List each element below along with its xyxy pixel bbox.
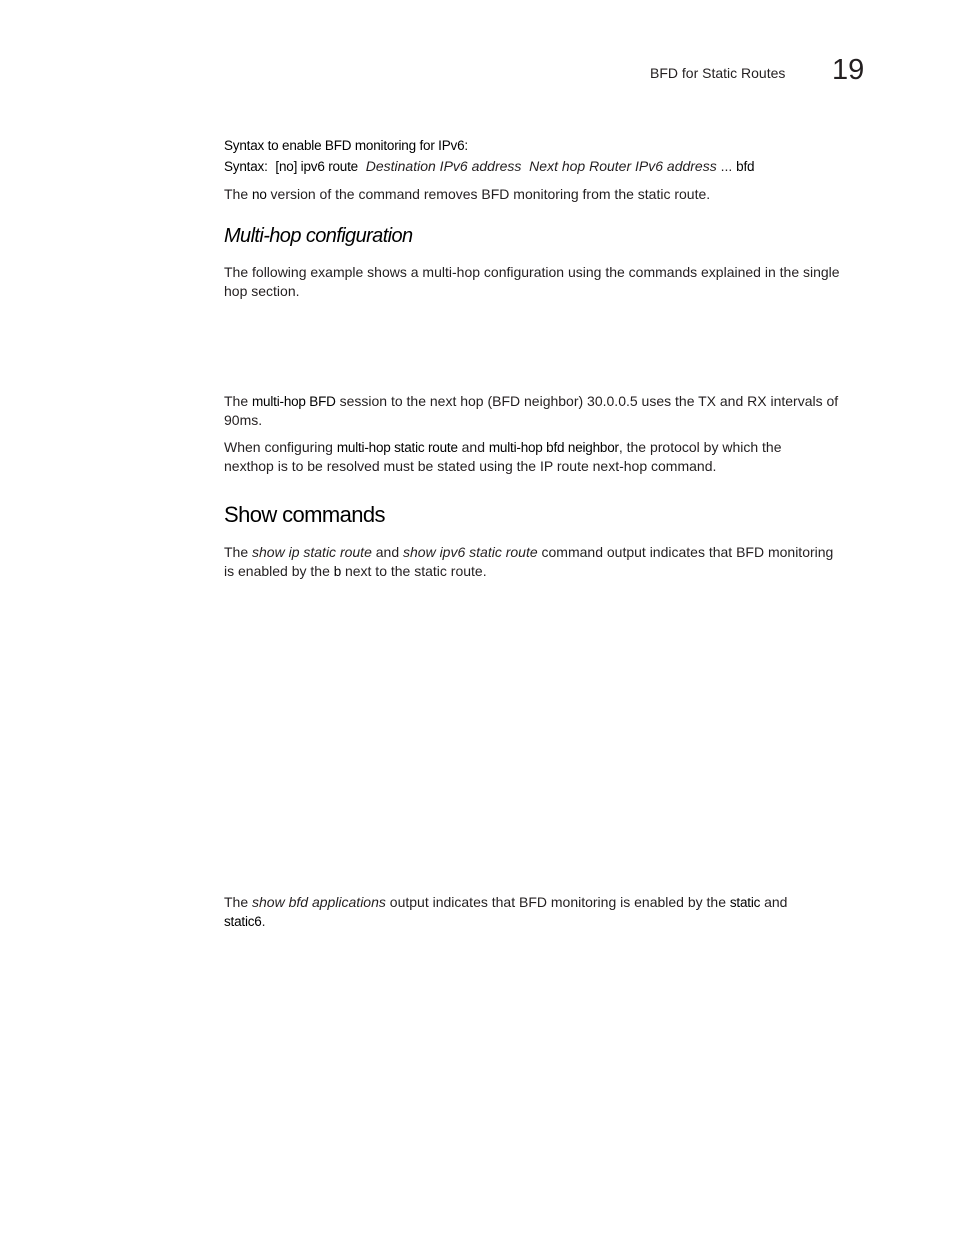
text-span: session to the next hop (BFD neighbor) 30.0.0.5 uses the TX and RX intervals of	[339, 393, 839, 409]
keyword-multihop-bfd: multi-hop BFD	[252, 394, 336, 409]
paragraph-line: The following example shows a multi-hop configuration using the commands explained in the single	[224, 264, 840, 280]
paragraph-line: 90ms.	[224, 412, 263, 428]
text-span: is enabled by the	[224, 563, 330, 579]
section-heading-multihop: Multi-hop configuration	[224, 225, 413, 247]
no-version-paragraph	[224, 185, 872, 204]
paragraph-line: hop section.	[224, 283, 300, 299]
text-span: and	[461, 439, 485, 455]
paragraph-line: nexthop is to be resolved must be stated using the IP route next-hop command.	[224, 458, 717, 474]
show-paragraph	[224, 543, 872, 581]
cmd-show-ipv6-static-route: show ipv6 static route	[403, 544, 538, 560]
section-heading-show-commands: Show commands	[224, 502, 385, 527]
text-span: and	[375, 544, 400, 560]
text-span: The	[224, 544, 249, 560]
syntax-keyword-bfd: bfd	[736, 159, 755, 174]
text-span: output indicates that BFD monitoring is enabled by the	[389, 894, 726, 910]
text-span: The	[224, 894, 249, 910]
keyword-no: no	[252, 187, 267, 202]
bfd-applications-paragraph	[224, 893, 872, 931]
syntax-label: Syntax:	[224, 159, 268, 174]
configuring-paragraph	[224, 438, 872, 476]
chapter-number: 19	[832, 54, 865, 86]
paragraph-line	[224, 438, 872, 457]
running-header-title: BFD for Static Routes	[650, 65, 786, 81]
keyword-static6: static6	[224, 914, 262, 929]
multihop-bfd-paragraph	[224, 392, 872, 430]
syntax-heading: Syntax to enable BFD monitoring for IPv6:	[224, 138, 468, 153]
text-span: , the protocol by which the	[618, 439, 782, 455]
keyword-b: b	[333, 564, 342, 579]
syntax-arg-nexthop: Next hop Router IPv6 address	[529, 158, 717, 174]
text-span: version of the command removes BFD monitoring from the static route.	[270, 186, 711, 202]
paragraph-line	[224, 392, 872, 411]
syntax-line	[224, 157, 872, 176]
text-span: command output indicates that BFD monitoring	[541, 544, 834, 560]
text-span: The	[224, 393, 249, 409]
text-span: next to the static route.	[344, 563, 487, 579]
syntax-command: [no] ipv6 route	[275, 159, 358, 174]
text-span: When configuring	[224, 439, 333, 455]
paragraph-line	[224, 912, 872, 931]
paragraph-line	[224, 893, 872, 912]
syntax-arg-destination: Destination IPv6 address	[365, 158, 522, 174]
keyword-multihop-bfd-neighbor: multi-hop bfd neighbor	[488, 440, 619, 455]
keyword-multihop-static-route: multi-hop static route	[336, 440, 458, 455]
syntax-ellipsis: ...	[720, 158, 733, 174]
paragraph-line	[224, 543, 872, 562]
text-span: and	[764, 894, 788, 910]
paragraph-line	[224, 562, 872, 581]
text-span: .	[261, 913, 266, 929]
cmd-show-bfd-applications: show bfd applications	[252, 894, 386, 910]
text-span: The	[224, 186, 249, 202]
cmd-show-ip-static-route: show ip static route	[252, 544, 372, 560]
multihop-intro-paragraph	[224, 263, 872, 301]
keyword-static: static	[729, 895, 761, 910]
